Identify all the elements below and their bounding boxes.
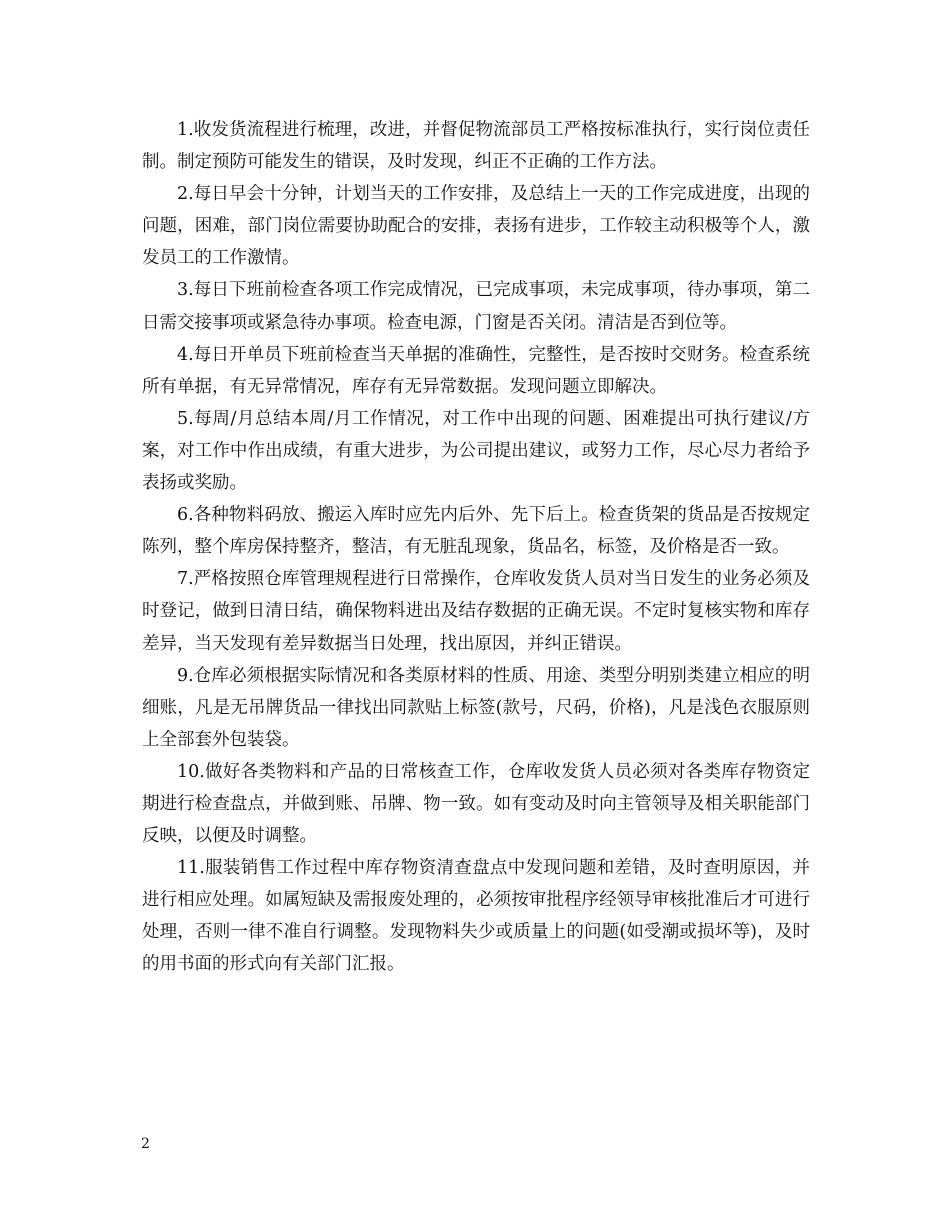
page-number: 2 — [141, 1136, 150, 1152]
paragraph-5: 5.每周/月总结本周/月工作情况，对工作中出现的问题、困难提出可执行建议/方案，对工作中作出成绩，有重大进步，为公司提出建议，或努力工作，尽心尽力者给予表扬或奖励。 — [142, 408, 810, 494]
paragraph-3: 3.每日下班前检查各项工作完成情况，已完成事项，未完成事项，待办事项，第二日需交接事项或紧急待办事项。检查电源，门窗是否关闭。清洁是否到位等。 — [142, 280, 810, 333]
paragraph-2: 2.每日早会十分钟，计划当天的工作安排，及总结上一天的工作完成进度，出现的问题，困难，部门岗位需要协助配合的安排，表扬有进步，工作较主动积极等个人，激发员工的工作激情。 — [142, 184, 810, 269]
paragraph-9: 9.仓库必须根据实际情况和各类原材料的性质、用途、类型分明别类建立相应的明细账，凡是无吊牌货品一律找出同款贴上标签(款号，尺码，价格)，凡是浅色衣服原则上全部套外包装袋。 — [142, 665, 810, 750]
document-body — [142, 114, 810, 981]
paragraph-4: 4.每日开单员下班前检查当天单据的准确性，完整性，是否按时交财务。检查系统所有单据，有无异常情况，库存有无异常数据。发现问题立即解决。 — [142, 344, 810, 397]
paragraph-1: 1.收发货流程进行梳理，改进，并督促物流部员工严格按标准执行，实行岗位责任制。制定预防可能发生的错误，及时发现，纠正不正确的工作方法。 — [142, 120, 810, 173]
paragraph-10: 10.做好各类物料和产品的日常核查工作，仓库收发货人员必须对各类库存物资定期进行检查盘点，并做到账、吊牌、物一致。如有变动及时向主管领导及相关职能部门反映，以便及时调整。 — [142, 761, 810, 847]
paragraph-11: 11.服装销售工作过程中库存物资清查盘点中发现问题和差错，及时查明原因，并进行相应处理。如属短缺及需报废处理的，必须按审批程序经领导审核批准后才可进行处理，否则一律不准自行调整。发现物料失少或质量上的问题(如受潮或损坏等)，及时的用书面的形式向有关部门汇报。 — [142, 858, 810, 975]
paragraph-6: 6.各种物料码放、搬运入库时应先内后外、先下后上。检查货架的货品是否按规定陈列，整个库房保持整齐，整洁，有无脏乱现象，货品名，标签，及价格是否一致。 — [142, 505, 810, 558]
paragraph-7: 7.严格按照仓库管理规程进行日常操作，仓库收发货人员对当日发生的业务必须及时登记，做到日清日结，确保物料进出及结存数据的正确无误。不定时复核实物和库存差异，当天发现有差异数据当日处理，找出原因，并纠正错误。 — [142, 569, 810, 654]
